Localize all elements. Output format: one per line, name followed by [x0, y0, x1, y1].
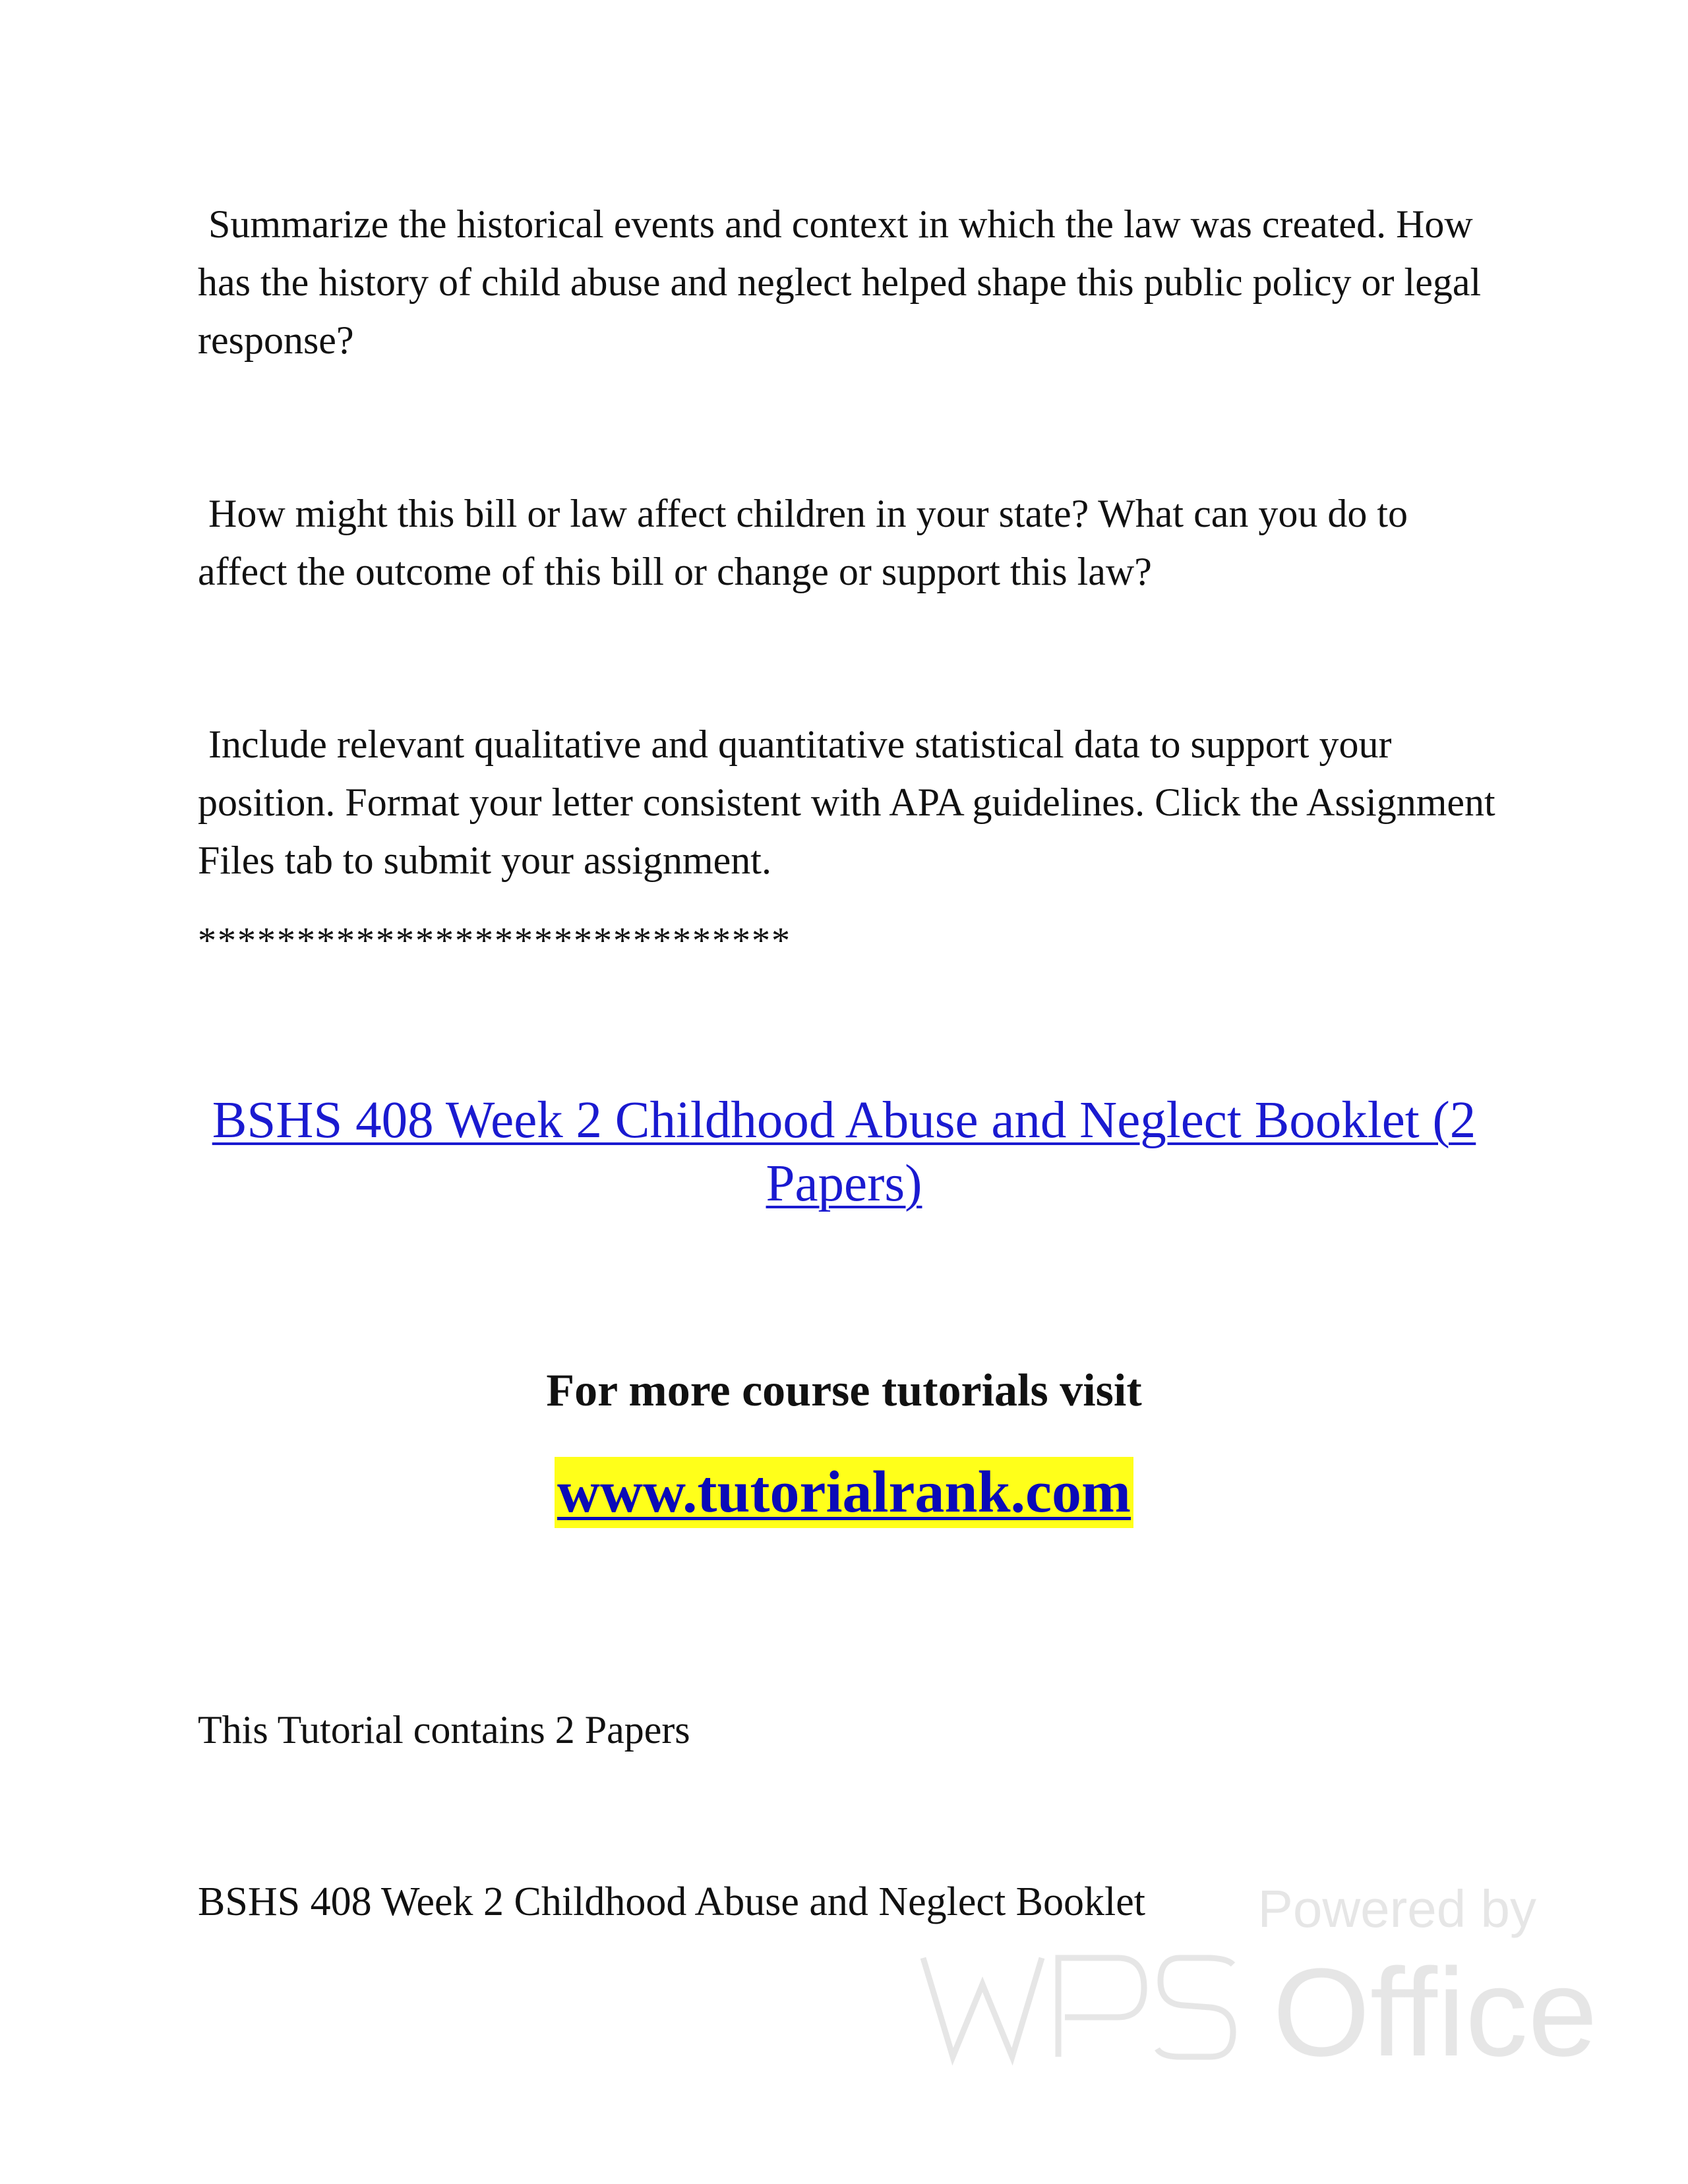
booklet-title: BSHS 408 Week 2 Childhood Abuse and Neglect Booklet — [198, 1879, 1145, 1924]
course-link[interactable]: BSHS 408 Week 2 Childhood Abuse and Neglect Booklet (2 Papers) — [212, 1092, 1476, 1212]
wps-watermark — [917, 1879, 1598, 2082]
site-link[interactable]: www.tutorialrank.com — [555, 1457, 1133, 1528]
paragraph-rest: your position. Format your letter consistent with APA guidelines. Click the Assignment Files tab to submit your assignment. — [198, 723, 1495, 882]
separator-stars: ****************************** — [198, 920, 791, 961]
paragraph-lead: Summarize the historical events and context in which the law was — [208, 202, 1252, 246]
paragraph-data — [198, 715, 1503, 889]
site-link-wrapper — [198, 1457, 1490, 1528]
paragraph-impact — [198, 485, 1503, 601]
paragraph-rest: created. How has the history of child abuse and neglect helped shape this public policy or legal response? — [198, 202, 1482, 362]
paragraph-rest: do to affect the outcome of this bill or change or support this law? — [198, 492, 1408, 593]
watermark-office-text: Office — [1273, 1943, 1598, 2082]
paragraph-history — [198, 195, 1503, 369]
tutorial-note: This Tutorial contains 2 Papers — [198, 1708, 690, 1752]
visit-heading: For more course tutorials visit — [546, 1365, 1142, 1416]
paragraph-lead: How might this bill or law affect children in your state? What can you — [208, 492, 1318, 535]
paragraph-lead: Include relevant qualitative and quantitative statistical data to support — [208, 723, 1310, 766]
watermark-powered-by: Powered by — [1257, 1879, 1536, 1938]
wps-office-logo — [917, 1943, 1598, 2082]
